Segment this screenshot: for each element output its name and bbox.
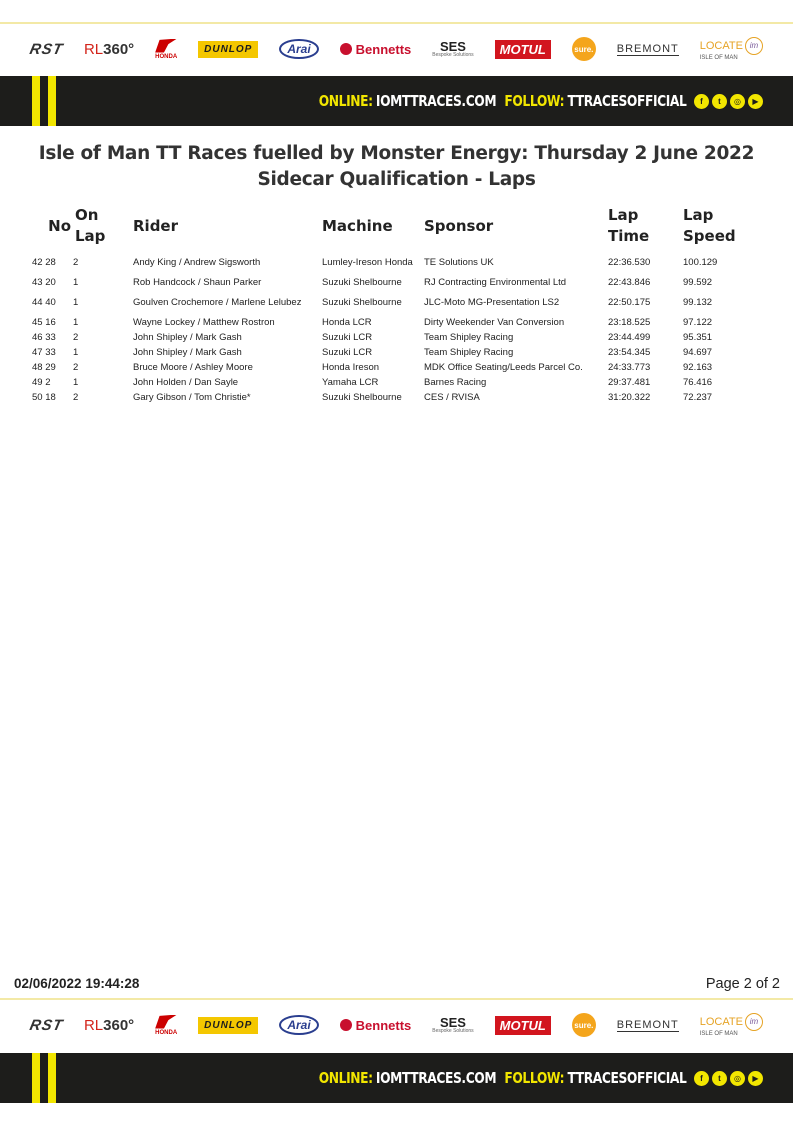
locate-im-icon: im (745, 1013, 763, 1031)
sure-logo: sure. (572, 1013, 596, 1037)
rst-logo: RST (28, 1016, 65, 1034)
cell-sponsor: RJ Contracting Environmental Ltd (424, 276, 567, 288)
locate-logo-text: LOCATE (699, 1015, 743, 1028)
cell-on-lap: 2 (73, 331, 79, 343)
cell-sponsor: Team Shipley Racing (424, 331, 514, 343)
print-timestamp: 02/06/2022 19:44:28 (14, 976, 140, 991)
cell-on-lap: 1 (73, 316, 79, 328)
cell-lap-time: 29:37.481 (608, 376, 651, 388)
cell-machine: Yamaha LCR (322, 376, 379, 388)
cell-lap-time: 23:54.345 (608, 346, 651, 358)
ses-logo-subtext: Bespoke Solutions (432, 1028, 474, 1034)
cell-no: 44 40 (32, 296, 56, 308)
header-on-lap: On Lap (75, 206, 106, 245)
locate-im-icon: im (745, 37, 763, 55)
cell-machine: Suzuki Shelbourne (322, 391, 402, 403)
cell-rider: John Holden / Dan Sayle (133, 376, 239, 388)
cell-no: 50 18 (32, 391, 56, 403)
online-label: ONLINE: (318, 1069, 373, 1087)
website-link[interactable]: IOMTTRACES.COM (375, 1069, 496, 1087)
yellow-stripes-icon (32, 76, 56, 126)
locate-logo-subtext: ISLE OF MAN (699, 55, 738, 61)
honda-wing-icon (155, 39, 177, 53)
cell-sponsor: Dirty Weekender Van Conversion (424, 316, 565, 328)
instagram-icon[interactable]: ◎ (730, 94, 745, 109)
bremont-logo: BREMONT (616, 1018, 679, 1031)
yellow-stripes-icon (32, 1053, 56, 1103)
cell-sponsor: JLC-Moto MG-Presentation LS2 (424, 296, 560, 308)
cell-no: 42 28 (32, 256, 56, 268)
bennetts-dot-icon (340, 43, 352, 55)
cell-no: 43 20 (32, 276, 56, 288)
bennetts-logo-text: Bennetts (355, 41, 412, 57)
cell-lap-time: 24:33.773 (608, 361, 651, 373)
cell-rider: John Shipley / Mark Gash (133, 346, 242, 358)
cell-machine: Honda LCR (322, 316, 372, 328)
table-row (30, 375, 750, 390)
motul-logo: MOTUL (495, 1016, 551, 1035)
ses-logo-text: SES (439, 1015, 466, 1030)
bennetts-dot-icon (340, 1019, 352, 1031)
rl360-logo-number: 360° (103, 40, 135, 58)
cell-rider: John Shipley / Mark Gash (133, 331, 242, 343)
rl360-logo-text: RL (83, 1016, 104, 1034)
website-link[interactable]: IOMTTRACES.COM (375, 92, 496, 110)
rst-logo: RST (28, 40, 65, 58)
cell-sponsor: CES / RVISA (424, 391, 480, 403)
bennetts-logo (340, 42, 412, 57)
honda-logo-text: HONDA (155, 53, 178, 60)
rl360-logo-number: 360° (103, 1016, 135, 1034)
rl360-logo (84, 1017, 134, 1034)
sponsor-strip-top (0, 22, 793, 74)
cell-lap-speed: 76.416 (683, 376, 713, 388)
results-table (30, 202, 750, 405)
table-row (30, 275, 750, 290)
cell-no: 49 2 (32, 376, 51, 388)
cell-on-lap: 2 (73, 391, 79, 403)
bremont-logo: BREMONT (616, 42, 679, 55)
cell-no: 48 29 (32, 361, 56, 373)
dunlop-logo: DUNLOP (198, 41, 258, 58)
honda-logo-text: HONDA (155, 1029, 178, 1036)
cell-lap-speed: 100.129 (683, 256, 718, 268)
rl360-logo (84, 41, 134, 58)
cell-sponsor: MDK Office Seating/Leeds Parcel Co. (424, 361, 583, 373)
cell-on-lap: 2 (73, 256, 79, 268)
cell-machine: Suzuki Shelbourne (322, 296, 402, 308)
cell-machine: Suzuki LCR (322, 346, 373, 358)
cell-lap-speed: 72.237 (683, 391, 713, 403)
arai-logo: Arai (279, 1015, 318, 1035)
cell-rider: Gary Gibson / Tom Christie* (133, 391, 251, 403)
social-icons (694, 1071, 763, 1086)
cell-no: 45 16 (32, 316, 56, 328)
cell-no: 47 33 (32, 346, 56, 358)
honda-logo (155, 39, 177, 60)
follow-label: FOLLOW: (503, 1069, 564, 1087)
cell-on-lap: 2 (73, 361, 79, 373)
cell-rider: Goulven Crochemore / Marlene Lelubez (133, 296, 302, 308)
cell-no: 46 33 (32, 331, 56, 343)
cell-machine: Suzuki Shelbourne (322, 276, 402, 288)
social-icons (694, 94, 763, 109)
table-header (30, 202, 750, 250)
twitter-icon[interactable]: t (712, 1071, 727, 1086)
page-number: Page 2 of 2 (705, 976, 780, 992)
bennetts-logo-text: Bennetts (355, 1017, 412, 1033)
honda-wing-icon (155, 1015, 177, 1029)
honda-logo (155, 1015, 177, 1036)
rl360-logo-text: RL (83, 40, 104, 58)
table-row (30, 290, 750, 315)
cell-machine: Suzuki LCR (322, 331, 373, 343)
locate-logo (700, 1013, 763, 1037)
twitter-icon[interactable]: t (712, 94, 727, 109)
promo-bar-top (0, 76, 793, 126)
cell-lap-speed: 94.697 (683, 346, 713, 358)
cell-lap-speed: 99.132 (683, 296, 713, 308)
locate-logo-subtext: ISLE OF MAN (699, 1031, 738, 1037)
table-row (30, 390, 750, 405)
youtube-icon[interactable]: ▶ (748, 1071, 763, 1086)
cell-sponsor: Team Shipley Racing (424, 346, 514, 358)
cell-on-lap: 1 (73, 276, 79, 288)
promo-text (318, 92, 686, 110)
ses-logo (432, 40, 473, 58)
cell-rider: Andy King / Andrew Sigsworth (133, 256, 261, 268)
cell-lap-speed: 97.122 (683, 316, 713, 328)
cell-lap-speed: 99.592 (683, 276, 713, 288)
cell-lap-time: 22:36.530 (608, 256, 651, 268)
sponsor-strip-bottom (0, 998, 793, 1050)
header-lap-time: Lap Time (608, 206, 650, 245)
arai-logo: Arai (279, 39, 318, 59)
table-row (30, 360, 750, 375)
cell-lap-time: 23:44.499 (608, 331, 651, 343)
header-rider: Rider (133, 216, 178, 235)
cell-sponsor: TE Solutions UK (424, 256, 494, 268)
locate-logo (700, 37, 763, 61)
motul-logo: MOTUL (495, 40, 551, 59)
table-row (30, 250, 750, 275)
ses-logo-subtext: Bespoke Solutions (432, 52, 474, 58)
cell-machine: Lumley-Ireson Honda (322, 256, 413, 268)
cell-sponsor: Barnes Racing (424, 376, 487, 388)
facebook-icon[interactable]: f (694, 94, 709, 109)
instagram-icon[interactable]: ◎ (730, 1071, 745, 1086)
cell-lap-speed: 95.351 (683, 331, 713, 343)
bennetts-logo (340, 1018, 412, 1033)
ses-logo (432, 1016, 473, 1034)
follow-label: FOLLOW: (503, 92, 564, 110)
header-sponsor: Sponsor (424, 216, 494, 235)
cell-lap-speed: 92.163 (683, 361, 713, 373)
header-lap-speed: Lap Speed (683, 206, 736, 245)
cell-lap-time: 22:43.846 (608, 276, 651, 288)
social-handle[interactable]: TTRACESOFFICIAL (567, 1069, 686, 1087)
online-label: ONLINE: (318, 92, 373, 110)
dunlop-logo: DUNLOP (198, 1017, 258, 1034)
cell-rider: Bruce Moore / Ashley Moore (133, 361, 253, 373)
table-body (30, 250, 750, 405)
cell-on-lap: 1 (73, 346, 79, 358)
ses-logo-text: SES (439, 39, 466, 54)
header-machine: Machine (322, 216, 393, 235)
facebook-icon[interactable]: f (694, 1071, 709, 1086)
sure-logo: sure. (572, 37, 596, 61)
cell-on-lap: 1 (73, 376, 79, 388)
cell-lap-time: 31:20.322 (608, 391, 651, 403)
promo-text (318, 1069, 686, 1087)
promo-bar-bottom (0, 1053, 793, 1103)
page-title: Isle of Man TT Races fuelled by Monster Energy: Thursday 2 June 2022 Sidecar Qualification - Laps (38, 143, 755, 190)
social-handle[interactable]: TTRACESOFFICIAL (567, 92, 686, 110)
cell-lap-time: 23:18.525 (608, 316, 651, 328)
table-row (30, 330, 750, 345)
youtube-icon[interactable]: ▶ (748, 94, 763, 109)
cell-machine: Honda Ireson (322, 361, 380, 373)
cell-on-lap: 1 (73, 296, 79, 308)
table-row (30, 345, 750, 360)
cell-lap-time: 22:50.175 (608, 296, 651, 308)
table-row (30, 315, 750, 330)
locate-logo-text: LOCATE (699, 39, 743, 52)
cell-rider: Wayne Lockey / Matthew Rostron (133, 316, 275, 328)
header-no: No (48, 216, 71, 235)
cell-rider: Rob Handcock / Shaun Parker (133, 276, 262, 288)
